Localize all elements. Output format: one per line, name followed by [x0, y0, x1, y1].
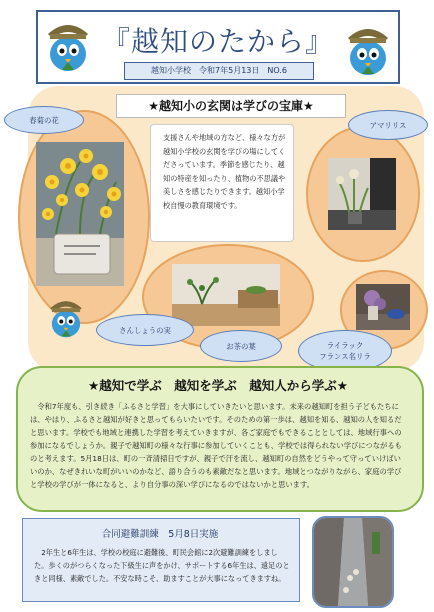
learning-body: 令和7年度も、引き続き「ふるさと学習」を大事にしていきたいと思います。未来の越知町を担う子どもたちには、やはり、ふるさと越知が好きと思ってもらいたいです。そのための第一歩は、越知を知る、越知の人を知るだと思います。学校でも地域と連携した学習を考えていきますが、各ご家庭でもできることとしては、地域行事への参加になるでしょうか。親子で越知町の様々な行事に参加していくことも、学校では得られない学びにつながるものと考えます。5月18日は、町の一斉清掃日ですが、親子で汗を流し、越知町の自然をどうやって守っていけばいいのか、なぜきれいな町がいいのかなど、語り合うのも素敵だなと思います。地域とつながりながら、家庭の学びと学校の学びが一体になると、より自分事の深い学びになるのではないかと思います。 [30, 402, 402, 489]
mascot-right-illustration [340, 18, 396, 78]
gallery-heading: ★越知小の玄関は学びの宝庫★ [116, 94, 346, 118]
label-bubble-ocha [200, 330, 282, 362]
label-sansho: さんしょうの実 [119, 325, 171, 335]
label-lilac-line1: ライラック [326, 341, 364, 350]
shungiku-photo [36, 142, 124, 286]
drill-street-photo [312, 516, 394, 608]
label-lilac-line2: フランス名リラ [319, 352, 371, 361]
sansho-tea-photo [172, 264, 280, 326]
amaryllis-photo [328, 158, 396, 230]
drill-body: 2年生と6年生は、学校の校庭に避難後、町民会館に2次避難訓練をしました。歩くのがつらくなった下級生に声をかけ、サポートする6年生は、遠足のときと同様、素敵でした。不安な時こそ、助ますことが大事になってきますね。 [34, 548, 290, 583]
mascot-small-illustration [44, 292, 88, 340]
label-shungiku: 春菊の花 [29, 115, 59, 125]
label-amaryllis: アマリリス [369, 120, 407, 130]
newsletter-title: 『越知のたから』 [101, 25, 334, 58]
lilac-photo [356, 284, 410, 330]
label-bubble-sansho [96, 314, 194, 346]
learning-title: ★越知で学ぶ 越知を学ぶ 越知人から学ぶ★ [88, 378, 348, 393]
gallery-intro-text: 支援さんや地域の方など、様々な方が越知小学校の玄関を学びの場にしてくださっています。季節を感じたり、越知の特産を知ったり、植物の不思議や美しさを感じたりできます。越知小学校自慢の教育環境です。 [150, 124, 294, 242]
label-bubble-shungiku [4, 106, 84, 134]
drill-title: 合同避難訓練 5月8日実施 [101, 529, 219, 540]
mascot-left-illustration [40, 14, 96, 74]
issue-info: 越知小学校 令和7年5月13日 NO.6 [124, 62, 314, 80]
label-bubble-amaryllis [348, 110, 428, 140]
label-ocha: お茶の葉 [226, 341, 256, 351]
